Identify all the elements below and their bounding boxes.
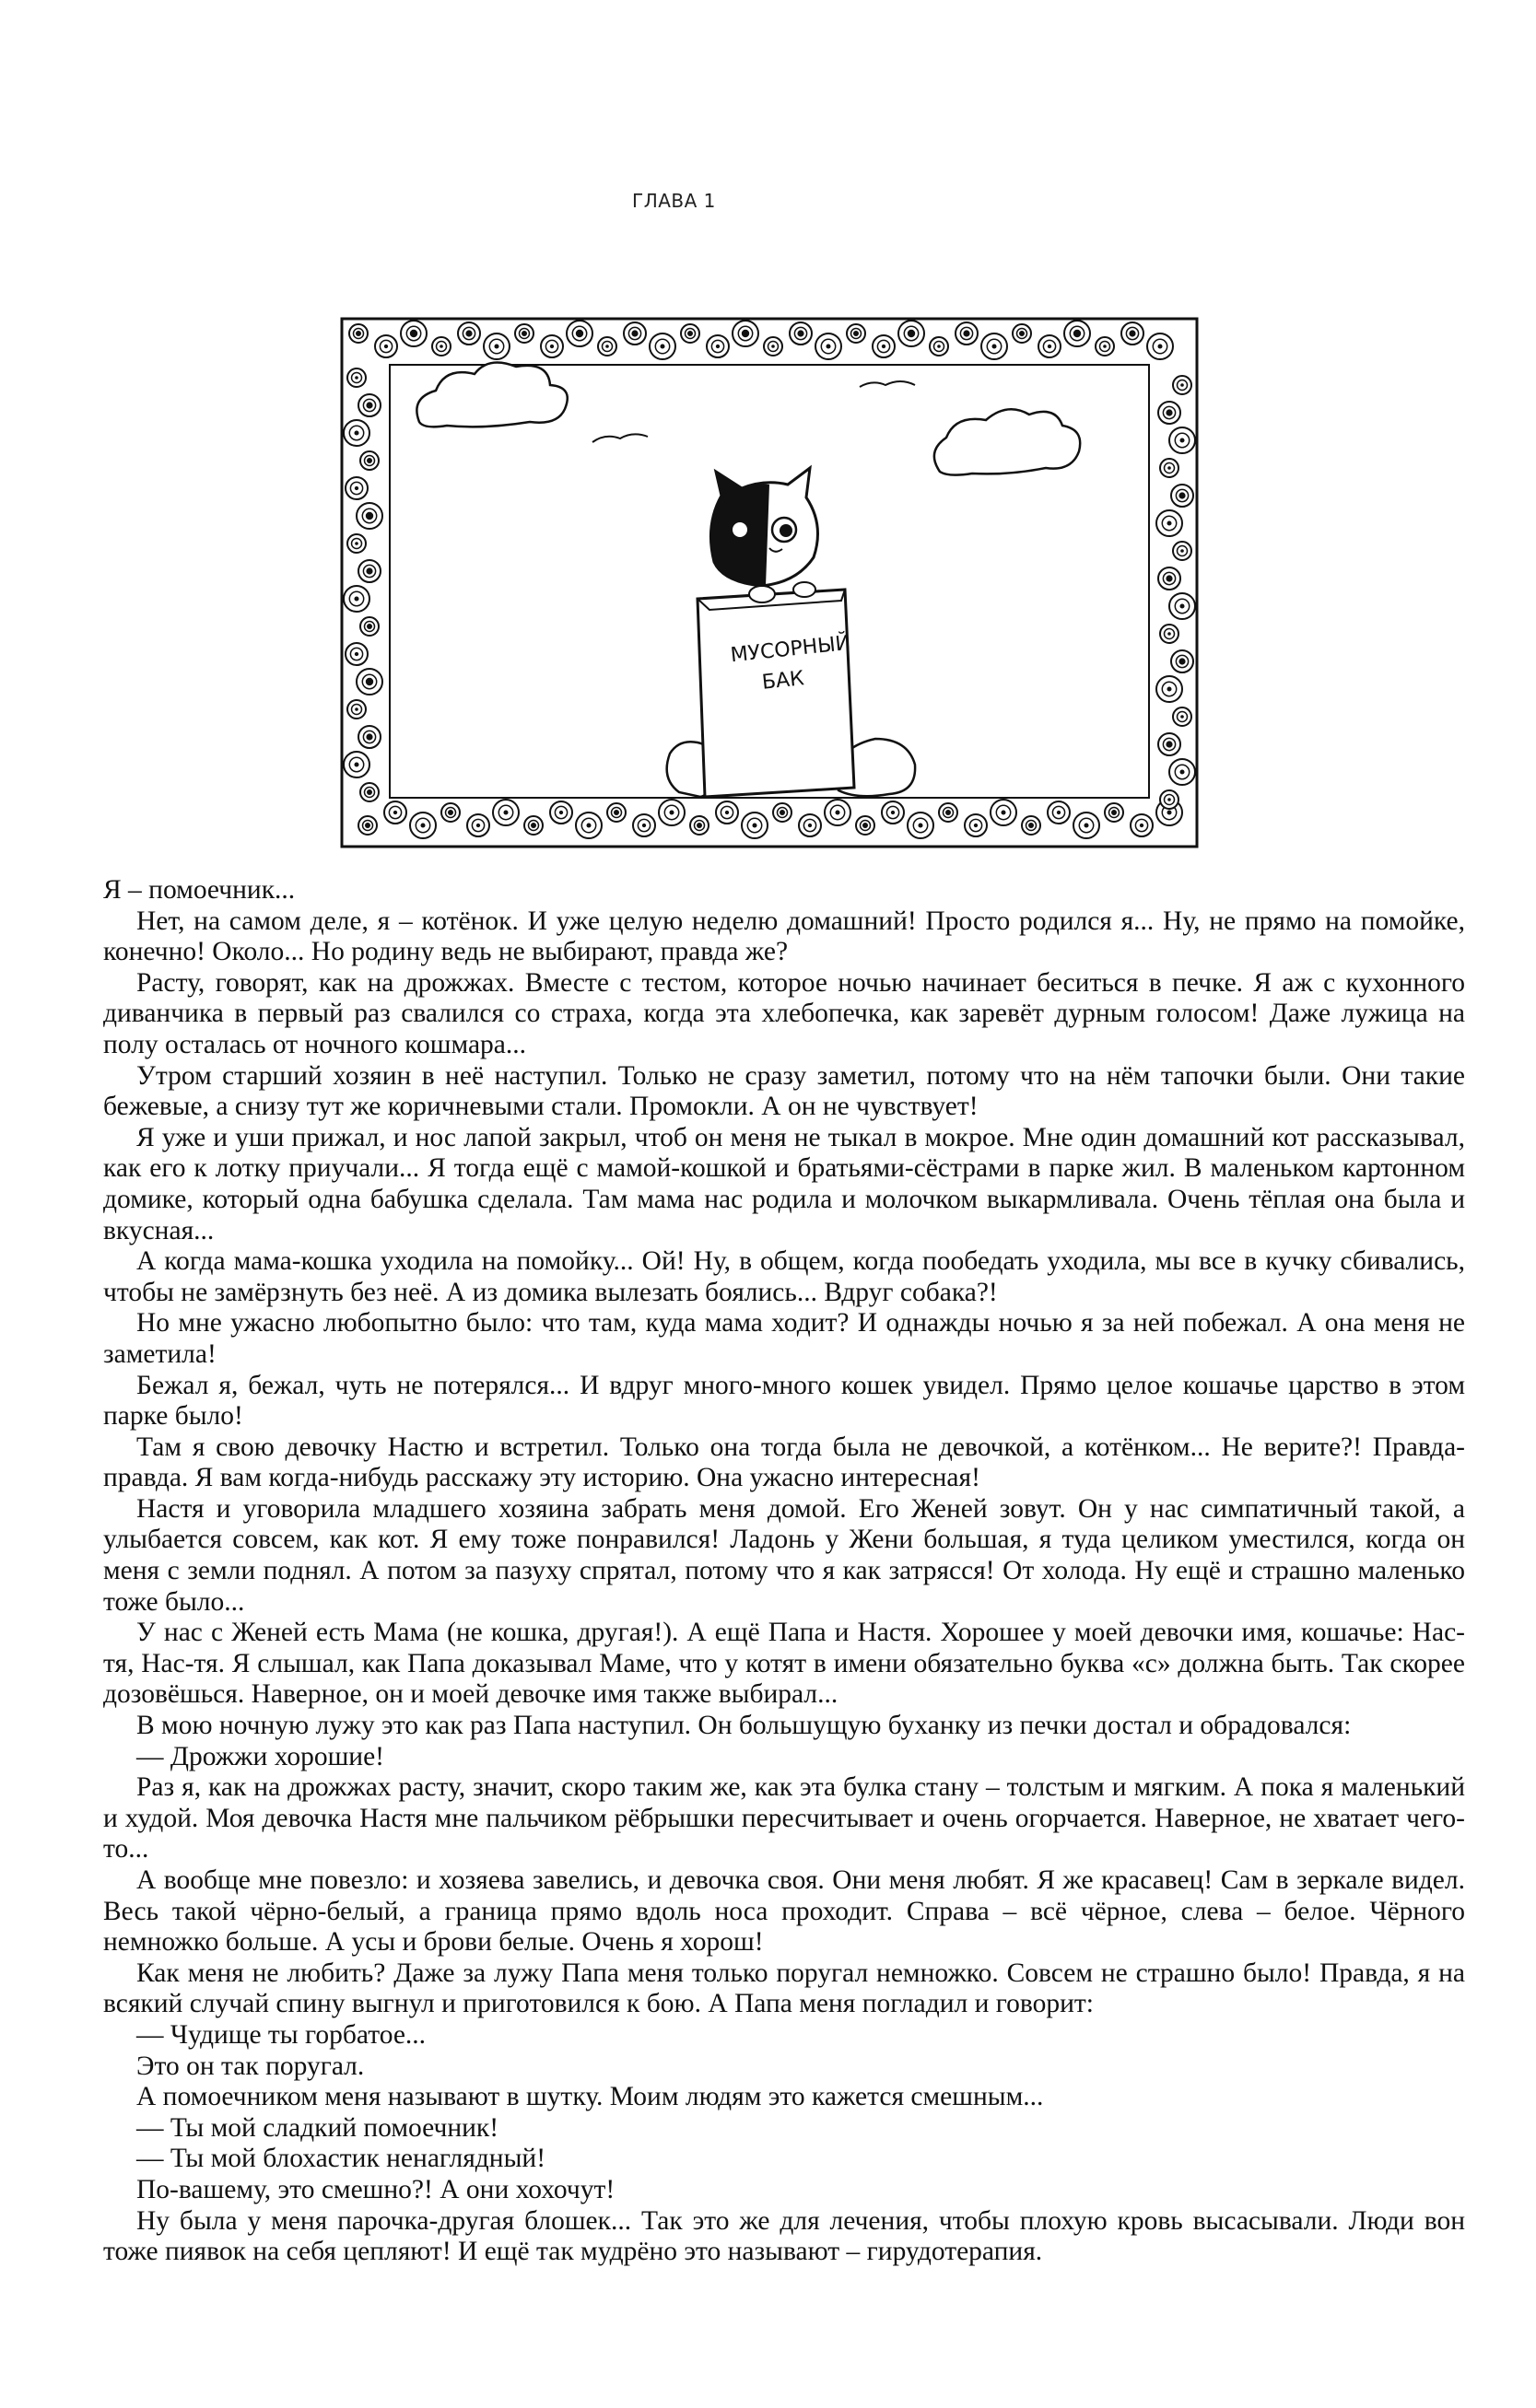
border-dot (384, 345, 388, 348)
trash-bin (698, 590, 854, 797)
story-paragraph: А помоечником меня называют в шутку. Моим людям это кажется смешным... (136, 2082, 1044, 2112)
border-dot (1073, 330, 1081, 337)
border-dot (937, 345, 941, 348)
border-dot (559, 811, 563, 814)
border-dot (1178, 658, 1185, 664)
border-dot (605, 345, 609, 348)
story-paragraph: Это он так поругал. (136, 2051, 365, 2081)
border-dot (1157, 344, 1162, 348)
border-dot (1167, 632, 1171, 636)
border-dot (365, 823, 370, 828)
border-dot (1167, 798, 1171, 801)
border-dot (1166, 575, 1172, 581)
story-paragraph: Я уже и уши прижал, и нос лапой закрыл, чтоб он меня не тыкал в мокрое. Мне один домашний кот рассказывал, как его к лотку приучали... Я тогда ещё с мамой-кошкой и братьями-сёстрами в парке жил. В маленьком картонном домике, который одна бабушка сделала. Там мама нас родила и молочком выкармливала. Очень тёплая она была и вкусная... (103, 1122, 1465, 1245)
border-dot (1167, 520, 1171, 525)
border-dot (771, 345, 775, 348)
story-paragraph: Расту, говорят, как на дрожжах. Вместе с тестом, которое ночью начинает беситься в печке. Я аж с кухонного диванчика в первый раз свалился со страха, когда эта хлебопечка, как заревёт дурным голосом! Даже лужица на полу осталась от ночного кошмара... (103, 967, 1465, 1059)
story-paragraph: А вообще мне повезло: и хозяева завелись, и девочка своя. Они меня любят. Я же красавец! Сам в зеркале видел. Весь такой чёрно-белый, а граница прямо вдоль носа проходит. Справа – всё чёрное, слева – белое. Чёрного немножко больше. А усы и брови белые. Очень я хорош! (103, 1865, 1465, 1958)
border-dot (1180, 383, 1184, 387)
story-paragraph: — Дрожжи хорошие! (136, 1741, 384, 1771)
border-dot (522, 331, 527, 336)
border-dot (1179, 603, 1184, 608)
border-dot (660, 344, 664, 348)
border-dot (1166, 409, 1172, 415)
border-dot (1103, 345, 1107, 348)
border-dot (716, 345, 720, 348)
border-dot (882, 345, 885, 348)
border-dot (448, 810, 453, 815)
border-dot (697, 823, 702, 828)
border-dot (853, 331, 859, 336)
border-dot (835, 810, 839, 814)
border-dot (367, 789, 372, 795)
border-dot (1140, 824, 1143, 827)
border-dot (367, 624, 372, 629)
border-dot (918, 823, 922, 827)
border-dot (494, 344, 498, 348)
border-dot (1111, 810, 1117, 815)
border-dot (1048, 345, 1051, 348)
border-dot (410, 330, 417, 337)
story-paragraph: Утром старший хозяин в неё наступил. Только не сразу заметил, потому что на нём тапочки были. Они такие бежевые, а снизу тут же коричневыми стали. Промокли. А он не чувствует! (103, 1060, 1465, 1122)
kitten-on-trash-bin-drawing (336, 313, 1202, 852)
story-paragraph: — Чудище ты горбатое... (136, 2019, 427, 2050)
border-dot (974, 824, 978, 827)
border-dot (1167, 810, 1171, 814)
border-dot (1028, 823, 1034, 828)
border-dot (642, 824, 646, 827)
border-dot (1001, 810, 1005, 814)
story-paragraph: Раз я, как на дрожжах расту, значит, скоро таким же, как эта булка стану – толстым и мягким. А пока я маленький и худой. Моя девочка Настя мне пальчиком рёбрышки пересчитывает и очень огорчается. Наверное, не хватает чего-то... (103, 1772, 1465, 1864)
border-dot (356, 331, 361, 336)
story-paragraph: В мою ночную лужу это как раз Папа наступил. Он большущую буханку из печки достал и обрадовался: (136, 1711, 1352, 1741)
border-dot (503, 810, 508, 814)
border-dot (963, 330, 969, 336)
border-dot (550, 345, 554, 348)
border-dot (355, 542, 358, 545)
story-paragraph: Ну была у меня парочка-другая блошек... Так это же для лечения, чтобы плохую кровь высасывали. Люди вон тоже пиявок на себя цепляют! И ещё так мудрёно это называют – гирудотерапия. (103, 2205, 1465, 2267)
border-dot (354, 762, 358, 766)
border-dot (355, 376, 358, 380)
story-paragraph: — Ты мой сладкий помоечник! (136, 2112, 499, 2143)
story-paragraph: Я – помоечник... (103, 875, 296, 905)
story-paragraph: Как меня не любить? Даже за лужу Папа меня только поругал немножко. Совсем не страшно было! Правда, я на всякий случай спину выгнул и приготовился к бою. А Папа меня погладил и говорит: (103, 1958, 1465, 2019)
border-dot (1166, 741, 1172, 747)
border-dot (780, 810, 785, 815)
border-dot (367, 458, 372, 463)
chapter-label: ГЛАВА 1 (632, 190, 716, 212)
border-dot (826, 344, 830, 348)
border-dot (354, 596, 358, 601)
border-dot (808, 824, 812, 827)
border-dot (366, 733, 372, 740)
border-dot (1129, 330, 1135, 336)
story-paragraph: Но мне ужасно любопытно было: что там, куда мама ходит? И однажды ночью я за ней побежал. А она меня не заметила! (103, 1308, 1465, 1369)
border-dot (355, 707, 358, 711)
border-dot (354, 430, 358, 435)
border-dot (366, 512, 373, 520)
border-dot (1179, 438, 1184, 442)
story-paragraph: Там я свою девочку Настю и встретил. Только она тогда была не девочкой, а котёнком... Не верите?! Правда-правда. Я вам когда-нибудь расскажу эту историю. Она ужасно интересная! (103, 1432, 1465, 1493)
border-dot (1167, 686, 1171, 691)
border-dot (393, 811, 397, 814)
story-text (103, 875, 1465, 2268)
border-dot (531, 823, 536, 828)
border-dot (1057, 811, 1061, 814)
border-dot (576, 330, 583, 337)
bin-label-line1: МУСОРНЫЙ (729, 631, 852, 668)
border-dot (687, 331, 693, 336)
border-dot (476, 824, 480, 827)
border-dot (891, 811, 895, 814)
story-paragraph: У нас с Женей есть Мама (не кошка, другая!). А ещё Папа и Настя. Хорошее у моей девочки имя, кошачье: Нас-тя, Нас-тя. Я слышал, как Папа доказывал Маме, что у котят в имени обязательно буква «с» должна быть. Так скорее дозовёшься. Наверное, он и моей девочке имя также выбирал... (103, 1618, 1465, 1710)
border-dot (1084, 823, 1088, 827)
border-dot (465, 330, 472, 336)
border-dot (1179, 769, 1184, 774)
border-dot (355, 652, 358, 656)
border-dot (1178, 492, 1185, 498)
border-dot (1180, 549, 1184, 553)
border-dot (669, 810, 674, 814)
border-dot (614, 810, 619, 815)
story-paragraph: Бежал я, бежал, чуть не потерялся... И вдруг много-много кошек увидел. Прямо целое кошачье царство в этом парке было! (103, 1370, 1465, 1432)
border-dot (945, 810, 951, 815)
border-dot (440, 345, 443, 348)
border-dot (420, 823, 425, 827)
border-dot (752, 823, 756, 827)
story-paragraph: Нет, на самом деле, я – котёнок. И уже целую неделю домашний! Просто родился я... Ну, не прямо на помойке, конечно! Около... Но родину ведь не выбирают, правда же? (103, 906, 1465, 967)
story-paragraph: А когда мама-кошка уходила на помойку... Ой! Ну, в общем, когда пообедать уходила, мы все в кучку сбивались, чтобы не замёрзнуть без неё. А из домика вылезать боялись... Вдруг собака?! (103, 1246, 1465, 1307)
border-dot (631, 330, 638, 336)
border-dot (366, 567, 372, 574)
border-dot (355, 486, 358, 490)
story-paragraph: — Ты мой блохастик ненаглядный! (136, 2144, 546, 2174)
border-dot (797, 330, 803, 336)
border-dot (586, 823, 591, 827)
bin-label-line2: БАК (760, 667, 805, 695)
chapter-illustration (336, 313, 1202, 852)
border-dot (862, 823, 868, 828)
border-dot (991, 344, 996, 348)
border-dot (742, 330, 749, 337)
story-paragraph: Настя и уговорила младшего хозяина забрать меня домой. Его Женей зовут. Он у нас симпатичный такой, а улыбается совсем, как кот. Я ему тоже понравился! Ладонь у Жени большая, я туда целиком уместился, когда он меня с земли поднял. А потом за пазуху спрятал, потому что я как затрясся! От холода. Ну ещё и страшно маленько тоже было... (103, 1493, 1465, 1617)
border-dot (366, 678, 373, 685)
border-dot (1180, 715, 1184, 719)
border-dot (908, 330, 915, 337)
border-dot (725, 811, 729, 814)
border-dot (1019, 331, 1025, 336)
border-dot (1167, 466, 1171, 470)
story-paragraph: По-вашему, это смешно?! А они хохочут! (136, 2174, 616, 2204)
border-dot (366, 402, 372, 408)
